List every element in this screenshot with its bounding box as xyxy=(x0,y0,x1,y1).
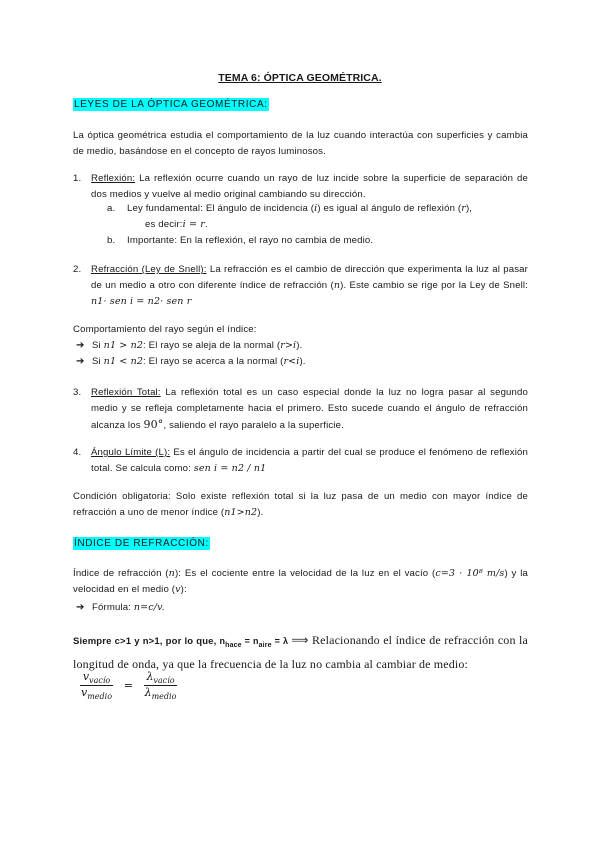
bullet-formula: ➔ Fórmula: n=c/v. xyxy=(92,600,165,616)
page-title: TEMA 6: ÓPTICA GEOMÉTRICA. xyxy=(218,72,382,84)
list-item-reflexion: 1. Reflexión: La reflexión ocurre cuando un rayo de luz incide sobre la superficie de separación de dos medios y vuelve al medio original cambiando su dirección. xyxy=(73,173,528,200)
behavior-heading: Comportamiento del rayo según el índice: xyxy=(73,324,257,335)
arrow-icon: ➔ xyxy=(76,602,85,613)
item-text: La reflexión ocurre cuando un rayo de luz incide sobre la superficie de separación de dos medios y vuelve al medio original cambiando su dirección. xyxy=(91,173,528,200)
intro-paragraph: La óptica geométrica estudia el comportamiento de la luz cuando interactúa con superficies y cambia de medio, basándose en el concepto de rayos luminosos. xyxy=(73,130,528,157)
item-name: Refracción (Ley de Snell): xyxy=(91,264,207,275)
list-item-angulo-limite: 4. Ángulo Límite (L): Es el ángulo de incidencia a partir del cual se produce el fenómeno de reflexión total. Se calcula como: sen i = n2 / n1 xyxy=(73,447,529,474)
item-name: Reflexión: xyxy=(91,173,136,184)
velocity-fraction: $\frac{v_{vacío}}{v_{medio}}$ xyxy=(81,670,113,702)
section-heading-indice: ÍNDICE DE REFRACCIÓN: xyxy=(74,538,209,549)
list-item-refraccion: 2. Refracción (Ley de Snell): La refracción es el cambio de dirección que experimenta la luz al pasar de un medio a otro con diferente índice de refracción (n). Este cambio se rige por la Ley de Snell: n1· sen i = n2· sen r xyxy=(73,264,528,307)
item-name: Reflexión Total: xyxy=(91,387,161,398)
arrow-icon: ➔ xyxy=(76,340,85,351)
subitem-a-line2: es decir:i = r. xyxy=(145,219,208,230)
subitem-b: b. Importante: En la reflexión, el rayo no cambia de medio. xyxy=(107,235,374,246)
arrow-icon: ➔ xyxy=(76,356,85,367)
section-heading-leyes: LEYES DE LA ÓPTICA GEOMÉTRICA: xyxy=(74,99,268,110)
wavelength-equation: $\frac{v_{vacío}}{v_{medio}}$ = $\frac{\lambda_{vacío}}{\lambda_{medio}}$ xyxy=(81,670,177,702)
item-name: Ángulo Límite (L): xyxy=(91,447,171,458)
statement-paragraph: Siempre c>1 y n>1, por lo que, $n_{hace} = n_{aire} = \lambda$ ⟹ Relacionando el índice de refracción con la longitud de onda, ya que la frecuencia de la luz no cambia al cambiar de medio: xyxy=(73,633,528,671)
subitem-a: a. Ley fundamental: El ángulo de incidencia (i) es igual al ángulo de reflexión (r), xyxy=(107,203,473,214)
wavelength-fraction: $\frac{\lambda_{vacío}}{\lambda_{medio}}$ xyxy=(144,670,177,702)
definition-paragraph: Índice de refracción (n): Es el cociente entre la velocidad de la luz en el vacío (c=3 · 10⁸ m/s) y la velocidad en el medio (v): xyxy=(73,568,528,595)
bullet-aleja: ➔ Si n1 > n2: El rayo se aleja de la normal (r>i). xyxy=(92,338,302,354)
condition-paragraph: Condición obligatoria: Solo existe reflexión total si la luz pasa de un medio con mayor índice de refracción a uno de menor índice (n1>n2). xyxy=(73,491,528,518)
snell-formula: n1· sen i = n2· sen r xyxy=(91,296,192,307)
limit-formula: sen i = n2 / n1 xyxy=(193,463,267,474)
bullet-acerca: ➔ Si n1 < n2: El rayo se acerca a la normal (r<i). xyxy=(92,354,306,370)
list-item-reflexion-total: 3. Reflexión Total: La reflexión total es un caso especial donde la luz no logra pasar al segundo medio y se refleja completamente hacia el primero. Esto sucede cuando el ángulo de refracción alcanza los 90°, saliendo el rayo paralelo a la superficie. xyxy=(73,387,529,431)
